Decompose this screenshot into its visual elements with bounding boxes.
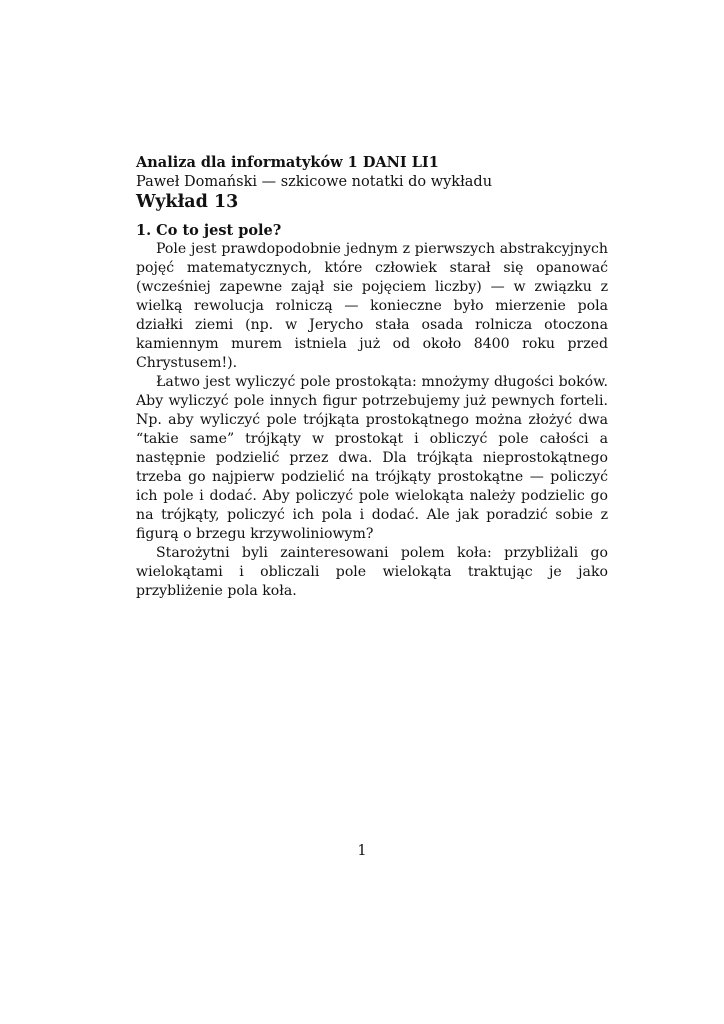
section-heading: 1. Co to jest pole? <box>136 222 282 239</box>
author-line: Paweł Domański — szkicowe notatki do wykładu <box>136 174 493 190</box>
lecture-title: Wykład 13 <box>136 192 239 212</box>
paragraph: Łatwo jest wyliczyć pole prostokąta: mnożymy długości boków. Aby wyliczyć pole innych figur potrzebujemy już pewnych forteli. Np. aby wyliczyć pole trójkąta prostokątnego można złożyć dwa “takie same” trójkąty w prostokąt i obliczyć pole całości a następnie podzielić przez dwa. Dla trójkąta nieprostokątnego trzeba go najpierw podzielić na trójkąty prostokątne — policzyć ich pole i dodać. Aby policzyć pole wielokąta należy podzielic go na trójkąty, policzyć ich pola i dodać. Ale jak poradzić sobie z figurą o brzegu krzywoliniowym? <box>136 374 608 542</box>
paragraph: Starożytni byli zainteresowani polem koła: przybliżali go wielokątami i obliczali pole wielokąta traktując je jako przybliżenie pola koła. <box>136 545 608 599</box>
document-header <box>136 153 606 213</box>
page-number: 1 <box>357 843 367 859</box>
paragraph: Pole jest prawdopodobnie jednym z pierwszych abstrakcyjnych pojęć matematycznych, które człowiek starał się opanować (wcześniej zapewne zajął sie pojęciem liczby) — w związku z wielką rewolucja rolniczą — konieczne było mierzenie pola działki ziemi (np. w Jerycho stała osada rolnicza otoczona kamiennym murem istniela już od około 8400 roku przed Chrystusem!). <box>136 241 608 371</box>
section-area-definition <box>136 222 608 601</box>
course-title: Analiza dla informatyków 1 DANI LI1 <box>136 154 439 171</box>
